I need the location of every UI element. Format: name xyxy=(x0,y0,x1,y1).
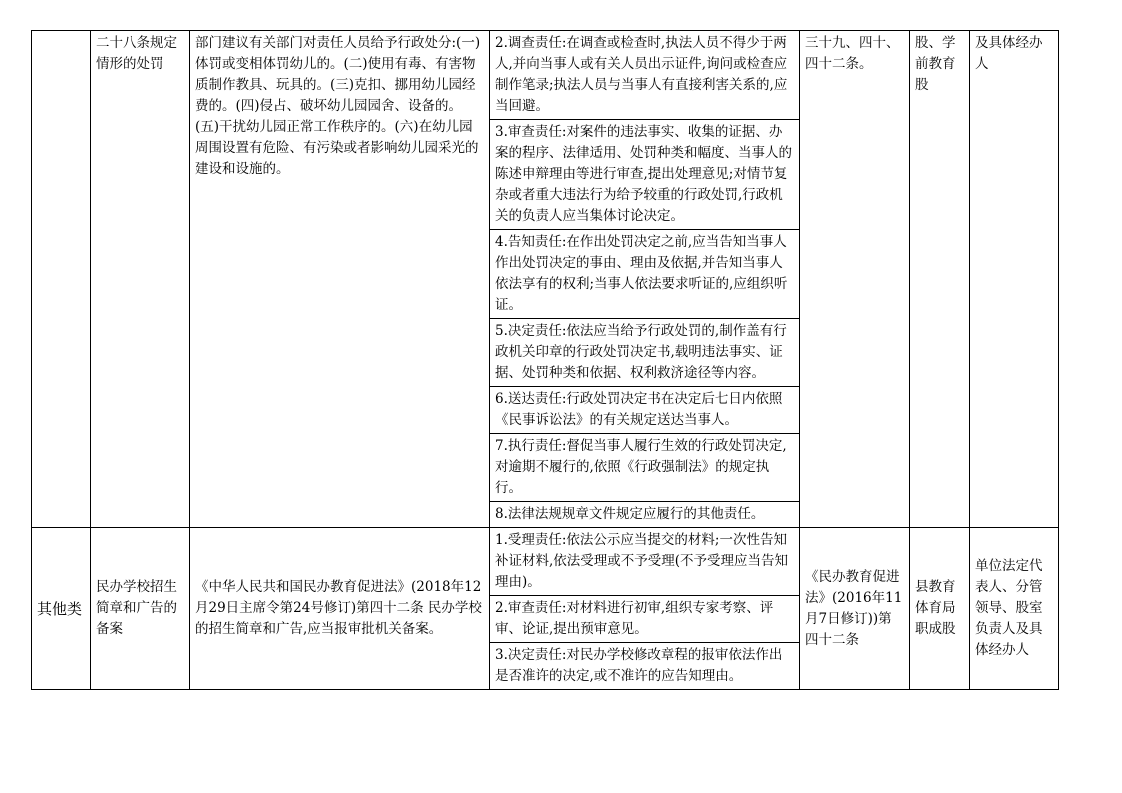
responsibility-item: 2.审查责任:对材料进行初审,组织专家考察、评审、论证,提出预审意见。 xyxy=(490,596,800,643)
table-row xyxy=(32,31,1059,120)
department-cell: 股、学前教育股 xyxy=(910,31,970,528)
responsibility-item: 1.受理责任:依法公示应当提交的材料;一次性告知补证材料,依法受理或不予受理(不予受理应当告知理由)。 xyxy=(490,528,800,596)
accountability-basis-cell: 三十九、四十、四十二条。 xyxy=(800,31,910,528)
responsibility-item: 7.执行责任:督促当事人履行生效的行政处罚决定,对逾期不履行的,依照《行政强制法》的规定执行。 xyxy=(490,434,800,502)
department-cell: 县教育体育局职成股 xyxy=(910,528,970,690)
responsibility-item: 6.送达责任:行政处罚决定书在决定后七日内依照《民事诉讼法》的有关规定送达当事人。 xyxy=(490,387,800,434)
responsible-persons-cell: 及具体经办人 xyxy=(970,31,1059,528)
item-name-cell: 二十八条规定情形的处罚 xyxy=(91,31,190,528)
legal-basis-cell: 部门建议有关部门对责任人员给予行政处分:(一)体罚或变相体罚幼儿的。(二)使用有毒、有害物质制作教具、玩具的。(三)克扣、挪用幼儿园经费的。(四)侵占、破坏幼儿园园舍、设备的。(五)干扰幼儿园正常工作秩序的。(六)在幼儿园周围设置有危险、有污染或者影响幼儿园采光的建设和设施的。 xyxy=(190,31,490,528)
responsibility-item: 4.告知责任:在作出处罚决定之前,应当告知当事人作出处罚决定的事由、理由及依据,并告知当事人依法享有的权利;当事人依法要求听证的,应组织听证。 xyxy=(490,230,800,319)
responsibility-item: 3.审查责任:对案件的违法事实、收集的证据、办案的程序、法律适用、处罚种类和幅度、当事人的陈述申辩理由等进行审查,提出处理意见;对情节复杂或者重大违法行为给予较重的行政处罚,行政机关的负责人应当集体讨论决定。 xyxy=(490,120,800,230)
accountability-basis-cell: 《民办教育促进法》(2016年11月7日修订))第四十二条 xyxy=(800,528,910,690)
responsible-persons-cell: 单位法定代表人、分管领导、股室负责人及具体经办人 xyxy=(970,528,1059,690)
category-cell xyxy=(32,31,91,528)
table-row xyxy=(32,528,1059,596)
responsibility-table xyxy=(31,30,1059,690)
responsibility-item: 5.决定责任:依法应当给予行政处罚的,制作盖有行政机关印章的行政处罚决定书,载明违法事实、证据、处罚种类和依据、权利救济途径等内容。 xyxy=(490,319,800,387)
category-cell: 其他类 xyxy=(32,528,91,690)
item-name-cell: 民办学校招生简章和广告的备案 xyxy=(91,528,190,690)
responsibility-item: 8.法律法规规章文件规定应履行的其他责任。 xyxy=(490,502,800,528)
responsibility-item: 2.调查责任:在调查或检查时,执法人员不得少于两人,并向当事人或有关人员出示证件,询问或检查应制作笔录;执法人员与当事人有直接利害关系的,应当回避。 xyxy=(490,31,800,120)
legal-basis-cell: 《中华人民共和国民办教育促进法》(2018年12月29日主席令第24号修订)第四十二条 民办学校的招生简章和广告,应当报审批机关备案。 xyxy=(190,528,490,690)
responsibility-item: 3.决定责任:对民办学校修改章程的报审依法作出是否准许的决定,或不准许的应告知理由。 xyxy=(490,643,800,690)
